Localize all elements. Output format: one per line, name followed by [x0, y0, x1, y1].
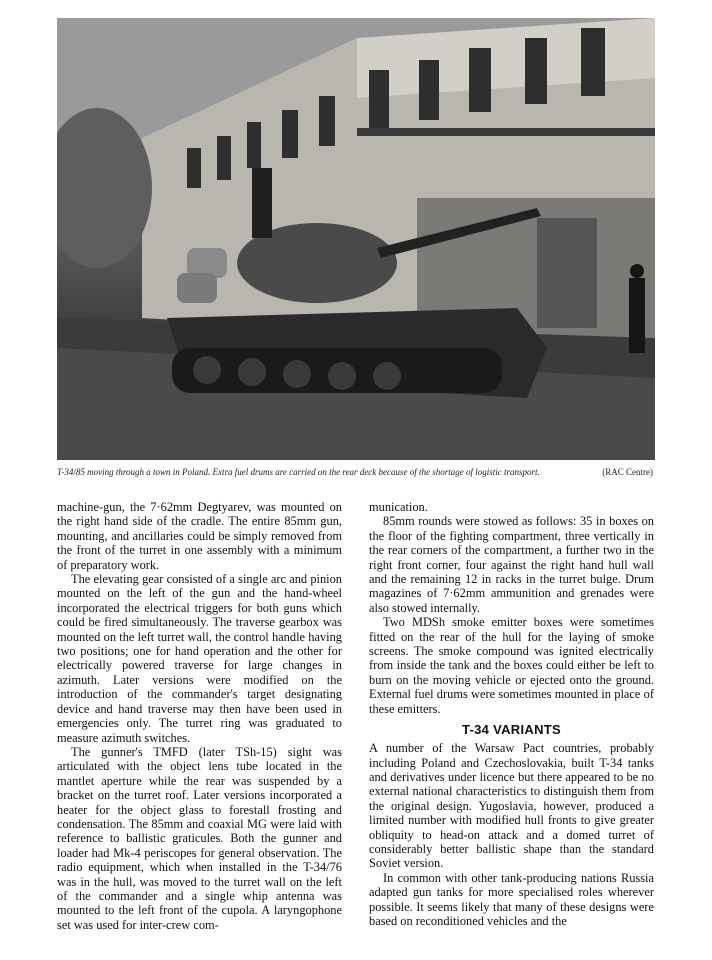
paragraph: machine-gun, the 7·62mm Degtyarev, was mounted on the right hand side of the cradle. The entire 85mm gun, mounting, and ancillaries could be simply removed from the front of the turret in one assembly with a minimum of preparatory work. [57, 500, 342, 572]
left-column [57, 500, 342, 932]
paragraph: The elevating gear consisted of a single arc and pinion mounted on the left of the gun and the hand-wheel incorporated the electrical triggers for both guns which could be fired simultaneously. The traverse gearbox was mounted on the left turret wall, the control handle having two positions; one for hand operation and the other for electrically powered traverse for large changes in azimuth. Later versions were modified on the introduction of the commander's target designating device and hand traverse may then have been used in emergencies only. The turret ring was graduated to measure azimuth switches. [57, 572, 342, 745]
photo-caption [57, 467, 655, 483]
paragraph: munication. [369, 500, 428, 514]
right-column [369, 500, 654, 928]
paragraph: A number of the Warsaw Pact countries, probably including Poland and Czechoslovakia, built T-34 tanks and derivatives under licence but there appeared to be no external national characteristics to distinguish them from the original design. Yugoslavia, however, produced a limited number with modified hull fronts to give greater obliquity to head-on attack and a domed turret of considerably better ballistic shape than the standard Soviet version. [369, 741, 654, 871]
photo-credit: (RAC Centre) [602, 467, 653, 477]
paragraph: 85mm rounds were stowed as follows: 35 in boxes on the floor of the fighting compartment, three vertically in the rear corners of the compartment, a further two in the right front corner, four against the right hand hull wall and the remaining 12 in racks in the turret bulge. Drum magazines of 7·62mm ammunition and grenades were also stowed internally. [369, 514, 654, 615]
paragraph: In common with other tank-producing nations Russia adapted gun tanks for more specialised roles wherever possible. It seems likely that many of these designs were based on reconditioned vehicles and the [369, 870, 654, 928]
caption-text: T-34/85 moving through a town in Poland. Extra fuel drums are carried on the rear deck because of the shortage of logistic transport. [57, 467, 540, 477]
paragraph: The gunner's TMFD (later TSh-15) sight was articulated with the object lens tube located in the mantlet aperture while the rear was suspended by a bracket on the turret roof. Later versions incorporated a heater for the object glass to forestall frosting and condensation. The 85mm and coaxial MG were laid with reference to ballistic graticules. Both the gunner and loader had Mk-4 periscopes for general observation. The radio equipment, which when installed in the T-34/76 was in the hull, was moved to the turret wall on the left of the commander and a single whip antenna was mounted to the left front of the cupola. A laryngophone set was used for inter-crew com- [57, 744, 342, 932]
paragraph: Two MDSh smoke emitter boxes were sometimes fitted on the rear of the hull for the laying of smoke screens. The smoke compound was ignited electrically from inside the tank and the boxes could either be left to burn on the moving vehicle or ejected onto the ground. External fuel drums were sometimes mounted in place of these emitters. [369, 615, 654, 716]
photo-illustration [57, 18, 655, 460]
tank-photo [57, 18, 655, 460]
section-heading: T-34 VARIANTS [461, 722, 561, 738]
